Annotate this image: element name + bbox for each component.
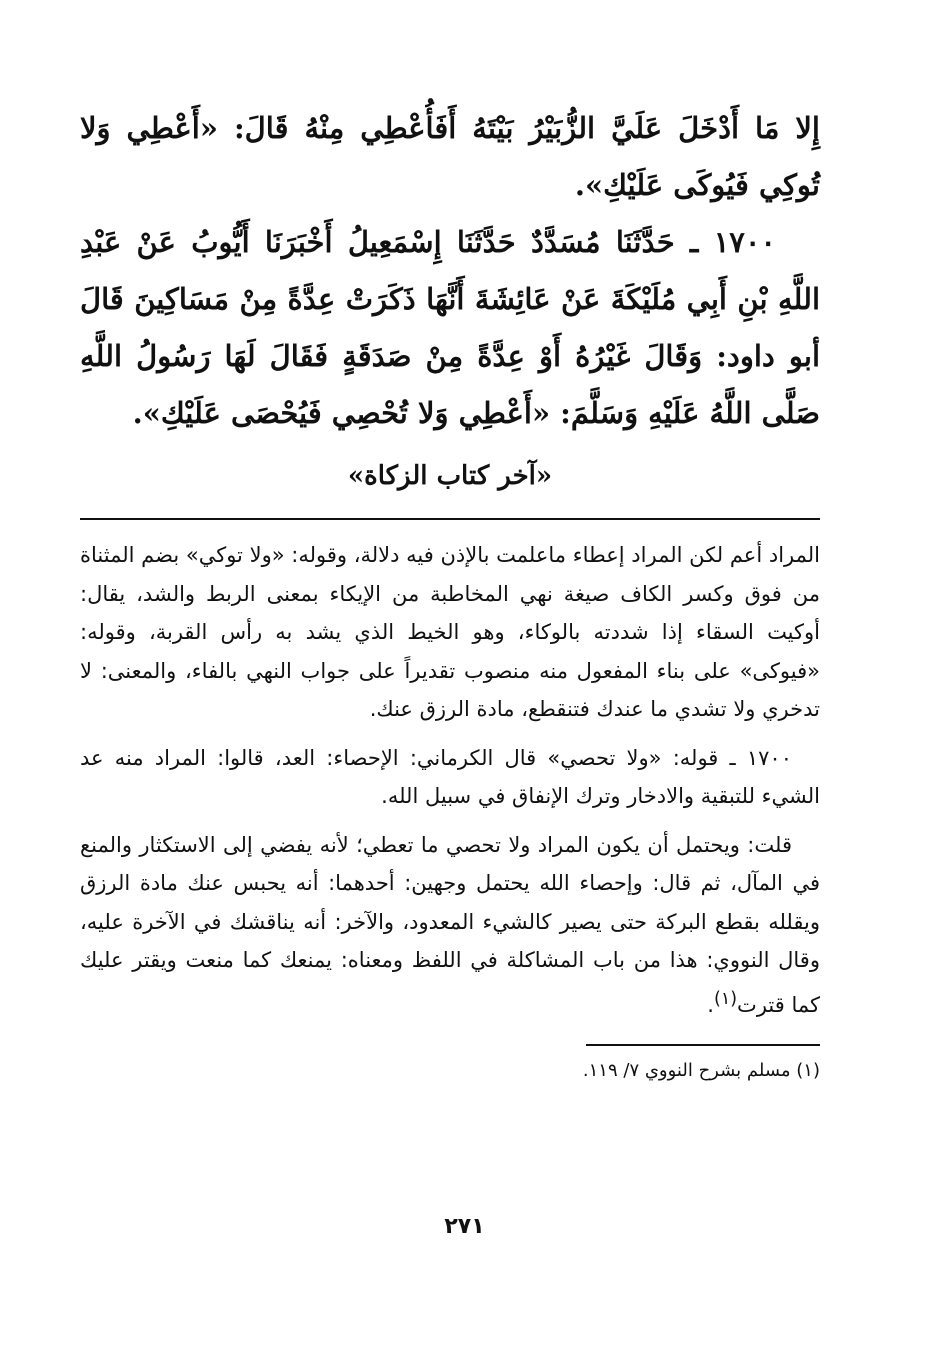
hadith-continuation: إِلا مَا أَدْخَلَ عَلَيَّ الزُّبَيْرُ بَيْتَهُ أَفَأُعْطِي مِنْهُ قَالَ: «أَعْطِي وَلا تُوكِي فَيُوكَى عَلَيْكِ». — [80, 111, 820, 202]
commentary-paragraph-2: ١٧٠٠ ـ قوله: «ولا تحصي» قال الكرماني: الإحصاء: العد، قالوا: المراد منه عد الشيء للتبقية والادخار وترك الإنفاق في سبيل الله. — [80, 745, 820, 808]
page-number: ٢٧١ — [444, 1214, 485, 1239]
commentary-divider — [80, 518, 820, 520]
commentary-paragraph-3-text: قلت: ويحتمل أن يكون المراد ولا تحصي ما تعطي؛ لأنه يفضي إلى الاستكثار والمنع في المآل، ثم قال: وإحصاء الله يحتمل وجهين: أحدهما: أنه يحبس عنك مادة الرزق ويقلله بقطع البركة حتى يصير كالشيء المعدود، والآخر: أنه يناقشك في الآخرة عليه، وقال النووي: هذا من باب المشاكلة في اللفظ ومعناه: يمنعك كما منعت ويقتر عليك كما قترت — [80, 832, 820, 1017]
footnote-1: (١) مسلم بشرح النووي ٧/ ١١٩. — [582, 1060, 820, 1081]
page-content — [80, 100, 820, 1086]
commentary-paragraph-3-end: . — [707, 992, 714, 1017]
commentary-paragraph-3 — [80, 826, 820, 1025]
hadith-1700: ١٧٠٠ ـ حَدَّثَنَا مُسَدَّدٌ حَدَّثَنَا إِسْمَعِيلُ أَخْبَرَنَا أَيُّوبُ عَنْ عَبْدِ اللَّهِ بْنِ أَبِي مُلَيْكَةَ عَنْ عَائِشَةَ أَنَّهَا ذَكَرَتْ عِدَّةً مِنْ مَسَاكِينَ قَالَ أبو داود: وَقَالَ غَيْرُهُ أَوْ عِدَّةً مِنْ صَدَقَةٍ فَقَالَ لَهَا رَسُولُ اللَّهِ صَلَّى اللَّهُ عَلَيْهِ وَسَلَّمَ: «أَعْطِي وَلا تُحْصِي فَيُحْصَى عَلَيْكِ». — [80, 225, 820, 430]
book-end-title: «آخر كتاب الزكاة» — [347, 461, 553, 491]
footnote-reference: (١) — [713, 988, 738, 1009]
commentary-paragraph-1: المراد أعم لكن المراد إعطاء ماعلمت بالإذن فيه دلالة، وقوله: «ولا توكي» بضم المثناة من فوق وكسر الكاف صيغة نهي المخاطبة من الإيكاء بمعنى الربط والشد، يقال: أوكيت السقاء إذا شددته بالوكاء، وهو الخيط الذي يشد به رأس القربة، وقوله: «فيوكى» على بناء المفعول منه منصوب تقديراً على جواب النهي بالفاء، والمعنى: لا تدخري ولا تشدي ما عندك فتنقطع، مادة الرزق عنك. — [80, 543, 820, 721]
footnote-divider — [586, 1044, 820, 1046]
